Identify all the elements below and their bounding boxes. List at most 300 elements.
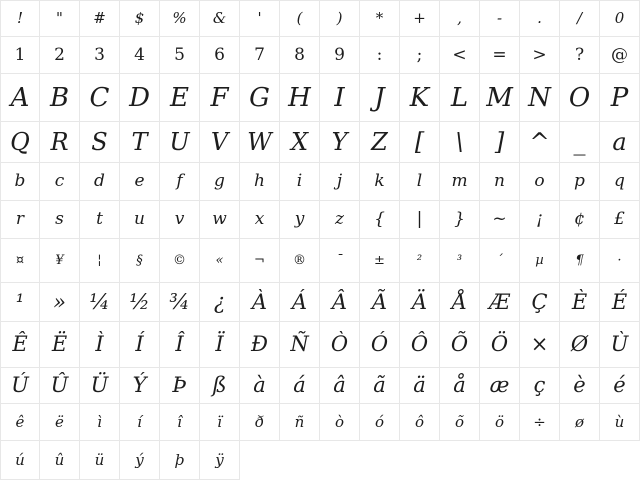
glyph: 6 <box>214 44 225 65</box>
glyph-cell <box>0 322 40 368</box>
glyph: ~ <box>492 209 507 229</box>
glyph: z <box>335 209 344 229</box>
glyph: S <box>91 128 108 156</box>
glyph-cell <box>120 37 160 74</box>
glyph-cell <box>480 404 520 441</box>
glyph-row <box>0 74 640 122</box>
glyph: I <box>334 82 345 113</box>
glyph: Í <box>135 332 144 356</box>
glyph: U <box>169 128 190 156</box>
glyph: Y <box>331 128 348 156</box>
glyph-cell <box>200 239 240 283</box>
glyph-cell <box>40 163 80 201</box>
glyph: Æ <box>488 289 511 314</box>
glyph: ( <box>296 9 303 27</box>
glyph-cell <box>120 163 160 201</box>
glyph: m <box>451 171 468 191</box>
glyph: · <box>617 253 622 268</box>
glyph: ö <box>494 412 505 431</box>
glyph-cell <box>400 368 440 404</box>
glyph: ü <box>94 450 105 469</box>
glyph: X <box>290 128 309 156</box>
glyph-cell <box>240 163 280 201</box>
glyph-cell <box>160 122 200 163</box>
glyph-cell <box>360 322 400 368</box>
glyph: e <box>134 171 145 191</box>
glyph-cell <box>360 201 400 239</box>
glyph-cell <box>240 201 280 239</box>
glyph: Ù <box>610 332 629 356</box>
glyph-cell <box>600 74 640 122</box>
glyph-cell <box>320 122 360 163</box>
glyph-cell <box>0 404 40 441</box>
glyph-cell <box>360 368 400 404</box>
glyph-cell <box>520 239 560 283</box>
glyph: h <box>254 171 265 191</box>
glyph: Z <box>371 128 388 156</box>
glyph-cell <box>520 74 560 122</box>
glyph-cell <box>80 37 120 74</box>
glyph-cell <box>600 0 640 37</box>
glyph-cell <box>440 239 480 283</box>
glyph-cell <box>240 322 280 368</box>
glyph: i <box>296 171 303 191</box>
glyph: ¶ <box>575 253 584 268</box>
glyph: Ø <box>570 332 589 356</box>
glyph-cell <box>480 122 520 163</box>
glyph: d <box>94 171 105 191</box>
glyph: ^ <box>529 128 550 156</box>
glyph-cell <box>560 283 600 322</box>
glyph-cell <box>120 368 160 404</box>
glyph-cell <box>480 201 520 239</box>
glyph: Û <box>50 373 69 397</box>
glyph: F <box>210 82 229 113</box>
glyph-cell <box>440 163 480 201</box>
glyph-cell <box>520 37 560 74</box>
glyph: # <box>93 9 106 27</box>
glyph: Ñ <box>290 332 309 356</box>
glyph: ç <box>533 373 546 397</box>
glyph-cell <box>120 239 160 283</box>
glyph: â <box>333 373 346 397</box>
glyph-row <box>0 322 640 368</box>
glyph: Ï <box>215 332 224 356</box>
glyph: Q <box>10 128 30 156</box>
glyph-cell <box>160 441 200 480</box>
glyph: í <box>137 412 142 431</box>
glyph-cell <box>120 201 160 239</box>
glyph-cell <box>200 322 240 368</box>
glyph: » <box>53 289 66 314</box>
glyph: q <box>614 171 625 191</box>
glyph-cell <box>560 0 600 37</box>
glyph-cell <box>200 201 240 239</box>
glyph-cell <box>400 163 440 201</box>
glyph-cell <box>200 122 240 163</box>
glyph-row <box>0 37 640 74</box>
glyph-cell <box>440 201 480 239</box>
glyph-cell <box>400 201 440 239</box>
glyph: ¤ <box>15 253 25 268</box>
glyph-cell <box>560 404 600 441</box>
glyph-cell <box>280 239 320 283</box>
glyph: b <box>14 171 26 191</box>
glyph: ¼ <box>89 289 110 314</box>
glyph-cell <box>520 322 560 368</box>
glyph: ø <box>574 412 585 431</box>
glyph: ® <box>293 253 306 268</box>
glyph-cell <box>280 163 320 201</box>
glyph: o <box>534 171 545 191</box>
glyph: ñ <box>294 412 305 431</box>
glyph-cell <box>240 283 280 322</box>
glyph-cell <box>600 283 640 322</box>
glyph-cell <box>240 404 280 441</box>
glyph: Ã <box>371 289 388 314</box>
glyph-cell <box>280 37 320 74</box>
glyph: Ó <box>370 332 389 356</box>
glyph-cell <box>40 201 80 239</box>
glyph-cell <box>240 368 280 404</box>
glyph-cell <box>80 74 120 122</box>
glyph-row <box>0 201 640 239</box>
glyph: æ <box>489 373 510 397</box>
glyph: é <box>613 373 626 397</box>
glyph: & <box>212 9 227 27</box>
glyph-cell <box>160 239 200 283</box>
glyph-cell <box>320 368 360 404</box>
glyph: Ð <box>251 332 268 356</box>
glyph-cell <box>280 283 320 322</box>
glyph: g <box>214 171 225 191</box>
glyph-cell <box>320 163 360 201</box>
glyph-cell <box>40 37 80 74</box>
glyph: Õ <box>450 332 469 356</box>
glyph: È <box>571 289 588 314</box>
glyph-row <box>0 404 640 441</box>
glyph-cell <box>280 368 320 404</box>
glyph: $ <box>134 9 145 27</box>
glyph: ó <box>374 412 385 431</box>
glyph: ± <box>374 253 385 268</box>
glyph-cell <box>40 283 80 322</box>
glyph: ò <box>334 412 345 431</box>
glyph: A <box>10 82 30 113</box>
glyph: a <box>612 128 627 156</box>
glyph-cell <box>560 239 600 283</box>
glyph: Å <box>451 289 468 314</box>
glyph-cell <box>560 163 600 201</box>
glyph-cell <box>40 74 80 122</box>
glyph: ¡ <box>536 209 543 229</box>
glyph: Ú <box>11 373 29 397</box>
glyph: µ <box>535 253 544 268</box>
glyph-row <box>0 163 640 201</box>
glyph: 3 <box>94 44 105 65</box>
glyph: ß <box>212 373 227 397</box>
glyph: K <box>409 82 430 113</box>
glyph-cell <box>480 368 520 404</box>
glyph: n <box>494 171 505 191</box>
glyph-cell <box>200 0 240 37</box>
glyph: j <box>336 171 343 191</box>
glyph-cell <box>440 322 480 368</box>
glyph: § <box>136 253 143 268</box>
glyph-cell <box>80 322 120 368</box>
glyph-cell <box>40 441 80 480</box>
glyph-cell <box>120 0 160 37</box>
glyph: ¹ <box>15 289 25 314</box>
glyph: 0 <box>614 9 625 27</box>
glyph: c <box>54 171 65 191</box>
glyph-cell <box>520 283 560 322</box>
glyph-cell <box>440 0 480 37</box>
glyph: w <box>212 209 227 229</box>
glyph-cell <box>0 239 40 283</box>
glyph-cell <box>320 239 360 283</box>
glyph-cell <box>320 201 360 239</box>
glyph: õ <box>454 412 465 431</box>
glyph-cell <box>280 0 320 37</box>
glyph: Ý <box>132 373 147 397</box>
glyph-cell <box>560 368 600 404</box>
glyph: | <box>416 209 423 229</box>
glyph: / <box>576 9 583 27</box>
glyph-cell <box>40 0 80 37</box>
glyph: É <box>611 289 628 314</box>
glyph: \ <box>455 128 464 156</box>
glyph-cell <box>440 404 480 441</box>
glyph: 9 <box>334 44 345 65</box>
glyph: [ <box>414 128 425 156</box>
glyph: ¢ <box>574 209 585 229</box>
glyph-cell <box>80 163 120 201</box>
glyph: L <box>450 82 469 113</box>
glyph: ¥ <box>55 253 64 268</box>
glyph-cell <box>240 239 280 283</box>
glyph: ì <box>97 412 102 431</box>
glyph: ² <box>416 253 423 268</box>
glyph: ) <box>336 9 343 27</box>
glyph-cell <box>560 122 600 163</box>
glyph-cell <box>360 122 400 163</box>
glyph: ¾ <box>169 289 190 314</box>
glyph-cell <box>280 404 320 441</box>
glyph: ð <box>254 412 265 431</box>
glyph: - <box>496 9 503 27</box>
glyph-cell <box>360 239 400 283</box>
glyph: ; <box>416 44 423 65</box>
glyph: H <box>288 82 311 113</box>
glyph: Þ <box>172 373 187 397</box>
glyph-cell <box>320 37 360 74</box>
glyph-cell <box>400 0 440 37</box>
glyph-cell <box>80 404 120 441</box>
glyph: k <box>374 171 385 191</box>
glyph-cell <box>120 74 160 122</box>
glyph: Ë <box>51 332 68 356</box>
glyph: Ö <box>490 332 509 356</box>
glyph: û <box>54 450 65 469</box>
glyph-cell <box>80 441 120 480</box>
glyph: x <box>254 209 265 229</box>
glyph: P <box>610 82 629 113</box>
glyph: 5 <box>174 44 185 65</box>
glyph-cell <box>0 441 40 480</box>
glyph: t <box>96 209 103 229</box>
glyph-cell <box>280 122 320 163</box>
glyph: á <box>293 373 306 397</box>
glyph-cell <box>520 0 560 37</box>
glyph-cell <box>120 441 160 480</box>
glyph-cell <box>400 122 440 163</box>
glyph: y <box>294 209 305 229</box>
glyph: ] <box>494 128 505 156</box>
glyph-cell <box>0 0 40 37</box>
glyph-cell <box>600 368 640 404</box>
glyph-cell <box>160 0 200 37</box>
glyph-cell <box>200 368 240 404</box>
glyph: Ä <box>411 289 428 314</box>
glyph: ¯ <box>336 253 343 268</box>
glyph-cell <box>320 74 360 122</box>
glyph-cell <box>520 404 560 441</box>
glyph-cell <box>400 283 440 322</box>
glyph-cell <box>0 122 40 163</box>
glyph-cell <box>320 404 360 441</box>
glyph-cell <box>520 201 560 239</box>
glyph: " <box>56 9 63 27</box>
glyph: Ü <box>90 373 109 397</box>
glyph-cell <box>280 201 320 239</box>
glyph: } <box>454 209 465 229</box>
glyph-cell <box>360 283 400 322</box>
glyph-cell <box>480 283 520 322</box>
glyph-cell <box>600 404 640 441</box>
glyph-cell <box>40 122 80 163</box>
glyph-cell <box>0 74 40 122</box>
glyph: è <box>573 373 586 397</box>
glyph: à <box>253 373 266 397</box>
glyph-cell <box>80 201 120 239</box>
glyph: ù <box>614 412 625 431</box>
glyph: ¬ <box>254 253 265 268</box>
glyph: = <box>492 44 507 65</box>
glyph: 8 <box>294 44 305 65</box>
glyph: ä <box>413 373 426 397</box>
glyph-row <box>0 283 640 322</box>
glyph-cell <box>160 322 200 368</box>
glyph-row <box>0 368 640 404</box>
glyph: 4 <box>134 44 145 65</box>
glyph-cell <box>520 122 560 163</box>
glyph: ? <box>574 44 585 65</box>
glyph-cell <box>240 0 280 37</box>
glyph: * <box>375 9 384 27</box>
glyph-cell <box>480 0 520 37</box>
glyph-cell <box>400 239 440 283</box>
glyph: Ò <box>330 332 349 356</box>
glyph-cell <box>480 163 520 201</box>
glyph: Ì <box>95 332 104 356</box>
glyph-cell <box>160 283 200 322</box>
glyph-cell <box>560 74 600 122</box>
glyph: ³ <box>456 253 463 268</box>
glyph-cell <box>40 239 80 283</box>
glyph: R <box>50 128 69 156</box>
glyph-row <box>0 0 640 37</box>
glyph-cell <box>80 122 120 163</box>
glyph: V <box>210 128 229 156</box>
glyph: B <box>49 82 70 113</box>
glyph: v <box>174 209 185 229</box>
glyph: Á <box>291 289 308 314</box>
glyph-cell <box>80 239 120 283</box>
glyph: Ô <box>410 332 429 356</box>
glyph-cell <box>160 404 200 441</box>
glyph: + <box>413 9 426 27</box>
glyph-cell <box>320 0 360 37</box>
glyph-cell <box>360 0 400 37</box>
glyph: , <box>457 9 462 27</box>
glyph-cell <box>200 283 240 322</box>
glyph: u <box>134 209 145 229</box>
glyph: ô <box>414 412 425 431</box>
glyph-cell <box>120 322 160 368</box>
glyph-cell <box>360 37 400 74</box>
glyph: Ç <box>531 289 548 314</box>
glyph-cell <box>440 74 480 122</box>
glyph: ë <box>55 412 64 431</box>
glyph: D <box>129 82 150 113</box>
glyph: r <box>15 209 25 229</box>
glyph: × <box>530 332 549 356</box>
glyph: _ <box>573 128 586 156</box>
glyph: ¦ <box>97 253 102 268</box>
glyph-cell <box>400 37 440 74</box>
glyph: î <box>177 412 182 431</box>
glyph-cell <box>120 283 160 322</box>
glyph-cell <box>240 122 280 163</box>
glyph-cell <box>600 239 640 283</box>
glyph: . <box>537 9 542 27</box>
glyph-cell <box>200 404 240 441</box>
glyph-cell <box>200 37 240 74</box>
glyph: 7 <box>254 44 265 65</box>
glyph-cell <box>240 37 280 74</box>
glyph-cell <box>80 0 120 37</box>
glyph: å <box>453 373 466 397</box>
glyph-cell <box>200 163 240 201</box>
glyph-cell <box>40 404 80 441</box>
glyph-cell <box>40 322 80 368</box>
glyph-cell <box>0 163 40 201</box>
glyph: ÿ <box>215 450 224 469</box>
glyph-cell <box>160 201 200 239</box>
glyph: W <box>247 128 272 156</box>
glyph-cell <box>160 163 200 201</box>
glyph: ú <box>15 450 25 469</box>
glyph-cell <box>320 322 360 368</box>
glyph-cell <box>480 37 520 74</box>
glyph-cell <box>360 404 400 441</box>
glyph: ¿ <box>213 289 226 314</box>
glyph-cell <box>0 283 40 322</box>
glyph: { <box>374 209 385 229</box>
glyph-cell <box>560 322 600 368</box>
glyph: © <box>173 253 186 268</box>
